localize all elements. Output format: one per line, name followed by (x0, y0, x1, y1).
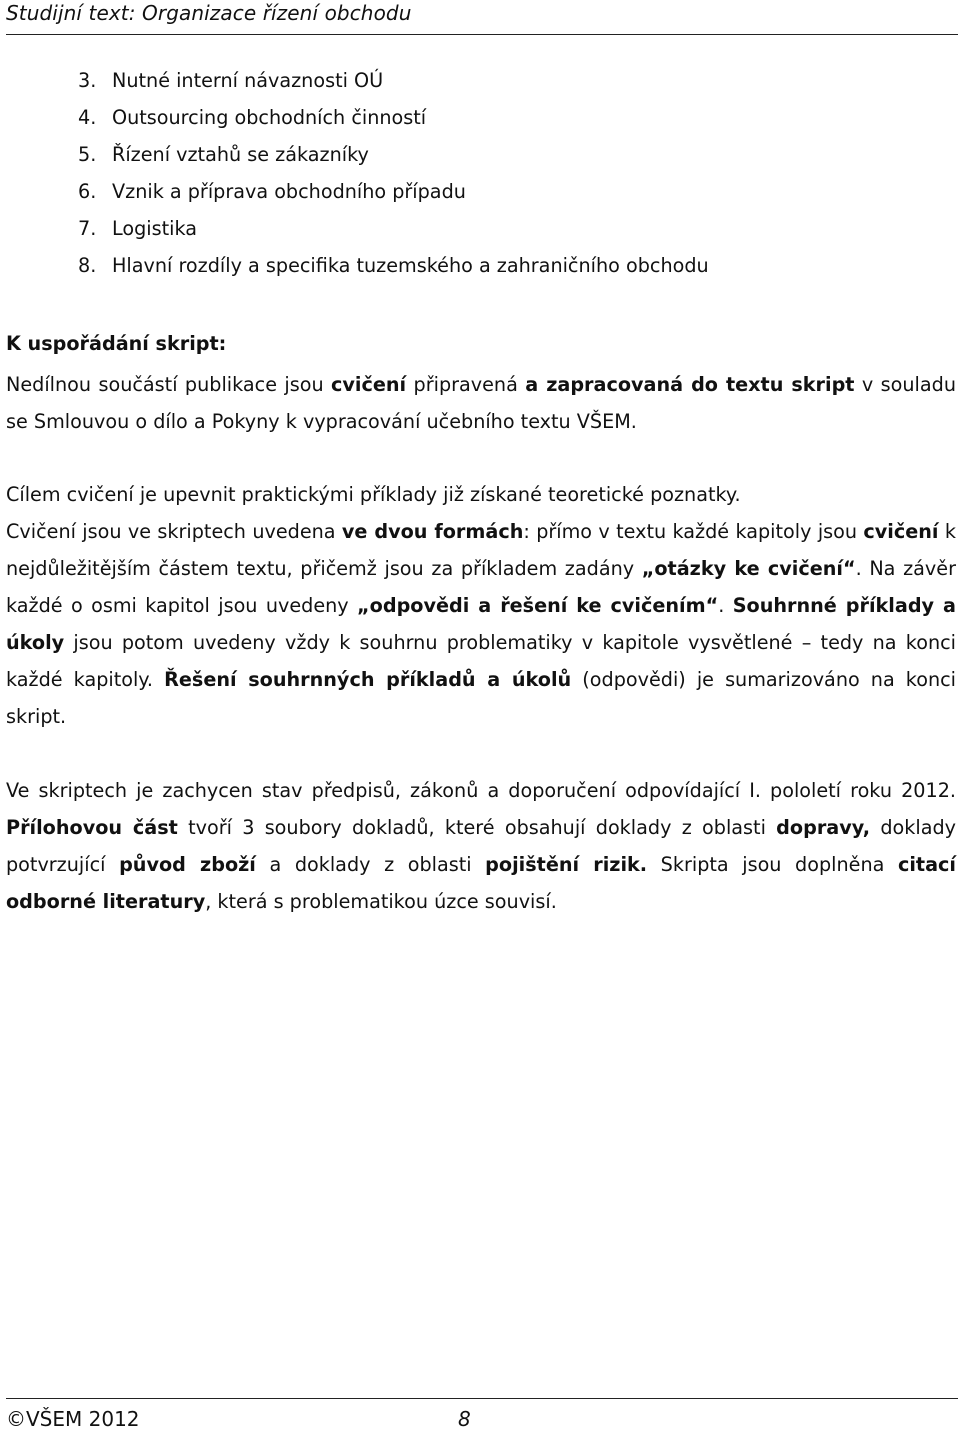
list-item (78, 140, 709, 177)
text-run: doklady potvrzující (6, 816, 956, 876)
bold-run: citací odborné literatury (6, 853, 956, 913)
text-run: , která s problematikou úzce souvisí. (205, 890, 557, 913)
bold-run: ve dvou formách (341, 520, 524, 543)
list-item (78, 103, 709, 140)
list-item-number: 3. (78, 69, 97, 92)
list-item-number: 5. (78, 143, 97, 166)
text-run: : přímo v textu každé kapitoly jsou (523, 520, 864, 543)
paragraph-legislation-appendix (6, 772, 956, 920)
text-run: jsou potom uvedeny vždy k souhrnu problematiky v kapitole vysvětlené – tedy na konci každé kapitoly. (6, 631, 956, 691)
text-run: připravená (406, 373, 526, 396)
paragraph-exercises-goal (6, 476, 956, 735)
list-item-text: Logistika (112, 217, 197, 240)
chapter-list (78, 66, 709, 288)
text-run: Ve skriptech je zachycen stav předpisů, zákonů a doporučení odpovídající I. pololetí roku 2012. (6, 779, 956, 802)
bold-run: a zapracovaná do textu skript (525, 373, 855, 396)
page-footer (6, 1398, 958, 1437)
list-item-text: Outsourcing obchodních činností (112, 106, 427, 129)
bold-run: Přílohovou část (6, 816, 178, 839)
list-item (78, 251, 709, 288)
paragraph-exercises-intro (6, 366, 956, 440)
bold-run: dopravy, (776, 816, 871, 839)
text-run: a doklady z oblasti (255, 853, 486, 876)
text-run: . Na závěr každé o osmi kapitol jsou uvedeny (6, 557, 956, 617)
list-item-text: Vznik a příprava obchodního případu (112, 180, 466, 203)
list-item-text: Nutné interní návaznosti OÚ (112, 69, 384, 92)
header-title: Studijní text: Organizace řízení obchodu (6, 1, 412, 25)
bold-run: Souhrnné příklady a úkoly (6, 594, 956, 654)
bold-run: „otázky ke cvičení“ (641, 557, 856, 580)
list-item-number: 8. (78, 254, 97, 277)
bold-run: Řešení souhrnných příkladů a úkolů (164, 668, 572, 691)
text-run: Cvičení jsou ve skriptech uvedena (6, 520, 342, 543)
list-item (78, 66, 709, 103)
list-item-number: 6. (78, 180, 97, 203)
list-item-text: Hlavní rozdíly a specifika tuzemského a zahraničního obchodu (112, 254, 709, 277)
section-title: K uspořádání skript: (6, 332, 227, 355)
list-item-text: Řízení vztahů se zákazníky (112, 143, 369, 166)
footer-copyright: ©VŠEM 2012 (6, 1407, 140, 1431)
text-run: Nedílnou součástí publikace jsou (6, 373, 332, 396)
text-run: Cílem cvičení je upevnit praktickými příklady již získané teoretické poznatky. (6, 483, 741, 506)
text-run: . (718, 594, 733, 617)
list-item-number: 7. (78, 217, 97, 240)
text-run: Skripta jsou doplněna (647, 853, 898, 876)
bold-run: pojištění rizik. (485, 853, 648, 876)
text-run: k nejdůležitějším částem textu, přičemž jsou za příkladem zadány (6, 520, 956, 580)
bold-run: původ zboží (119, 853, 256, 876)
bold-run: „odpovědi a řešení ke cvičením“ (357, 594, 719, 617)
page-header (6, 0, 958, 35)
text-run: tvoří 3 soubory dokladů, které obsahují doklady z oblasti (177, 816, 777, 839)
list-item (78, 214, 709, 251)
text-run: (odpovědi) je sumarizováno na konci skript. (6, 668, 957, 728)
bold-run: cvičení (331, 373, 407, 396)
page-number: 8 (458, 1407, 471, 1431)
bold-run: cvičení (863, 520, 939, 543)
text-run: v souladu se Smlouvou o dílo a Pokyny k vypracování učebního textu VŠEM. (6, 373, 956, 433)
list-item-number: 4. (78, 106, 97, 129)
list-item (78, 177, 709, 214)
